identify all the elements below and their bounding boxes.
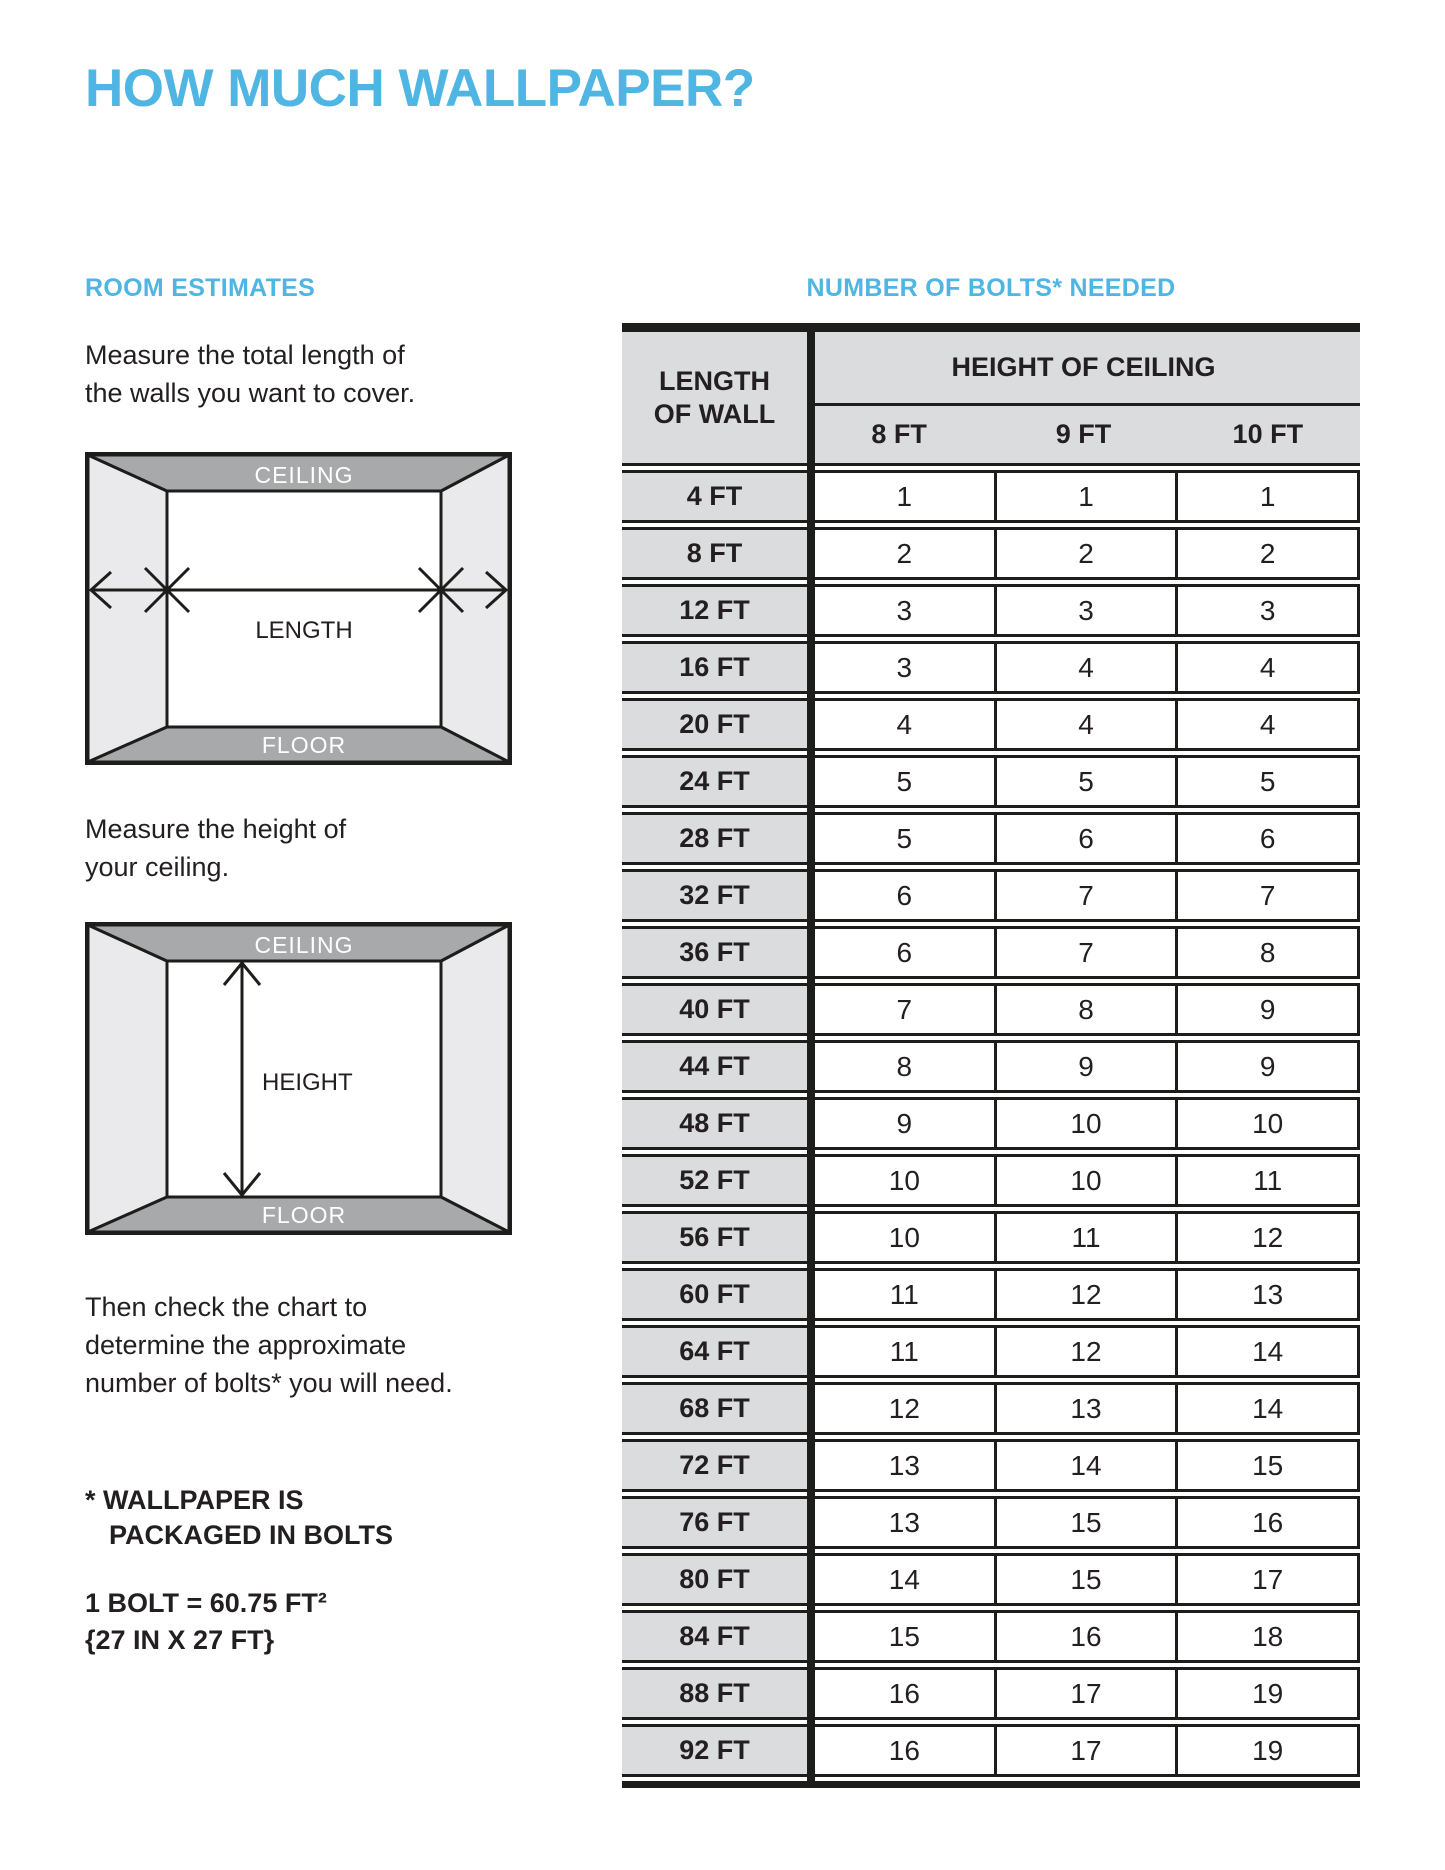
bolt-count-cell: 6 [1178,812,1360,865]
table-row [622,1496,1360,1549]
bolt-count-cell: 17 [997,1667,1179,1720]
bolt-count-cell: 8 [1178,926,1360,979]
bolt-count-cell: 11 [997,1211,1179,1264]
bolt-count-cell: 9 [997,1040,1179,1093]
bolt-count-cell: 6 [815,926,997,979]
paragraph-line: Measure the height of [85,814,347,844]
wall-length-cell: 76 FT [622,1496,807,1549]
wall-length-cell: 28 FT [622,812,807,865]
table-bottom-rule [622,1781,1360,1788]
bolt-count-cell: 5 [815,755,997,808]
table-row [622,1439,1360,1492]
wall-length-cell: 72 FT [622,1439,807,1492]
bolt-count-cell: 2 [1178,527,1360,580]
header-line: LENGTH [659,365,770,396]
bolt-count-cell: 9 [1178,1040,1360,1093]
floor-label: FLOOR [261,732,347,758]
wall-length-cell: 24 FT [622,755,807,808]
bolt-count-cell: 14 [1178,1382,1360,1435]
bolt-size-info [85,1585,327,1659]
ceiling-header-block [807,332,1360,466]
bolts-table-rows [622,470,1360,1777]
wall-length-cell: 36 FT [622,926,807,979]
wall-length-cell: 88 FT [622,1667,807,1720]
table-row [622,584,1360,637]
floor-label: FLOOR [261,1202,347,1228]
table-row [622,983,1360,1036]
paragraph-line: number of bolts* you will need. [85,1368,453,1398]
bolt-count-cell: 13 [1178,1268,1360,1321]
wall-length-cell: 12 FT [622,584,807,637]
bolt-count-cell: 19 [1178,1667,1360,1720]
bolt-count-cell: 13 [997,1382,1179,1435]
bolt-count-cell: 2 [815,527,997,580]
table-row [622,1211,1360,1264]
wall-length-cell: 48 FT [622,1097,807,1150]
table-row [622,755,1360,808]
bolt-count-cell: 16 [997,1610,1179,1663]
wall-length-cell: 68 FT [622,1382,807,1435]
table-row [622,1610,1360,1663]
bolt-count-cell: 3 [815,584,997,637]
height-arrow-label: HEIGHT [262,1069,353,1096]
bolt-count-cell: 6 [997,812,1179,865]
bolt-count-cell: 9 [815,1097,997,1150]
table-row [622,869,1360,922]
room-length-diagram [85,452,512,770]
bolt-count-cell: 5 [815,812,997,865]
bolt-dimensions: {27 IN X 27 FT} [85,1625,275,1655]
bolt-count-cell: 7 [997,926,1179,979]
table-row [622,1325,1360,1378]
bolt-count-cell: 14 [815,1553,997,1606]
wall-length-cell: 20 FT [622,698,807,751]
wall-length-cell: 64 FT [622,1325,807,1378]
bolt-count-cell: 1 [1178,470,1360,523]
bolt-count-cell: 16 [815,1724,997,1777]
bolt-count-cell: 12 [997,1325,1179,1378]
bolt-count-cell: 13 [815,1439,997,1492]
wall-length-cell: 32 FT [622,869,807,922]
table-column-divider [807,323,815,1786]
length-of-wall-header [622,332,807,466]
bolt-count-cell: 10 [997,1154,1179,1207]
table-row [622,1040,1360,1093]
bolt-count-cell: 10 [1178,1097,1360,1150]
table-header [622,332,1360,466]
footnote-line: * WALLPAPER IS [85,1485,304,1515]
bolt-count-cell: 7 [997,869,1179,922]
measure-height-paragraph [85,810,346,886]
table-row [622,1667,1360,1720]
bolt-count-cell: 11 [815,1325,997,1378]
paragraph-line: your ceiling. [85,852,230,882]
table-row [622,641,1360,694]
bolt-count-cell: 4 [997,641,1179,694]
table-row [622,1268,1360,1321]
bolt-count-cell: 7 [815,983,997,1036]
table-row [622,812,1360,865]
bolts-footnote [85,1483,393,1553]
bolts-needed-heading: NUMBER OF BOLTS* NEEDED [806,274,1176,302]
bolt-count-cell: 12 [997,1268,1179,1321]
bolt-count-cell: 16 [1178,1496,1360,1549]
page-title: HOW MUCH WALLPAPER? [85,59,755,118]
table-row [622,926,1360,979]
bolt-count-cell: 11 [1178,1154,1360,1207]
ceiling-height-column-header: 8 FT [871,419,927,449]
table-row [622,1154,1360,1207]
table-row [622,1382,1360,1435]
paragraph-line: Then check the chart to [85,1292,368,1322]
ceiling-height-columns [807,406,1360,466]
height-of-ceiling-header: HEIGHT OF CEILING [807,332,1360,406]
bolt-count-cell: 10 [815,1211,997,1264]
bolt-count-cell: 13 [815,1496,997,1549]
bolt-count-cell: 3 [815,641,997,694]
wall-length-cell: 56 FT [622,1211,807,1264]
bolt-count-cell: 5 [997,755,1179,808]
bolt-count-cell: 9 [1178,983,1360,1036]
bolt-count-cell: 5 [1178,755,1360,808]
bolt-count-cell: 4 [997,698,1179,751]
paragraph-line: the walls you want to cover. [85,378,416,408]
bolt-count-cell: 10 [815,1154,997,1207]
wall-length-cell: 8 FT [622,527,807,580]
length-arrow-label: LENGTH [255,617,353,644]
bolt-count-cell: 8 [815,1040,997,1093]
room-estimates-heading: ROOM ESTIMATES [85,274,316,302]
bolt-equation: 1 BOLT = 60.75 FT² [85,1588,327,1618]
bolt-count-cell: 15 [997,1496,1179,1549]
bolt-count-cell: 15 [1178,1439,1360,1492]
bolt-count-cell: 14 [1178,1325,1360,1378]
ceiling-label: CEILING [254,932,354,958]
table-row [622,1553,1360,1606]
bolt-count-cell: 3 [1178,584,1360,637]
wall-length-cell: 84 FT [622,1610,807,1663]
bolt-count-cell: 4 [1178,641,1360,694]
bolt-count-cell: 11 [815,1268,997,1321]
measure-length-paragraph [85,336,415,412]
bolt-count-cell: 7 [1178,869,1360,922]
bolt-count-cell: 8 [997,983,1179,1036]
table-top-rule [622,323,1360,332]
check-chart-paragraph [85,1288,453,1402]
bolt-count-cell: 17 [1178,1553,1360,1606]
bolt-count-cell: 18 [1178,1610,1360,1663]
wall-length-cell: 16 FT [622,641,807,694]
bolt-count-cell: 4 [1178,698,1360,751]
bolt-count-cell: 10 [997,1097,1179,1150]
ceiling-height-column-header: 9 FT [1055,419,1112,449]
wall-length-cell: 4 FT [622,470,807,523]
table-row [622,470,1360,523]
bolt-count-cell: 1 [815,470,997,523]
bolt-count-cell: 15 [815,1610,997,1663]
bolt-count-cell: 4 [815,698,997,751]
footnote-line: PACKAGED IN BOLTS [109,1520,394,1550]
bolt-count-cell: 12 [1178,1211,1360,1264]
room-perspective-graphic [85,452,512,765]
wall-length-cell: 40 FT [622,983,807,1036]
table-row [622,698,1360,751]
bolt-count-cell: 14 [997,1439,1179,1492]
bolt-count-cell: 6 [815,869,997,922]
bolt-count-cell: 12 [815,1382,997,1435]
bolt-count-cell: 16 [815,1667,997,1720]
room-height-diagram [85,922,512,1240]
wall-length-cell: 92 FT [622,1724,807,1777]
wall-length-cell: 44 FT [622,1040,807,1093]
table-row [622,1097,1360,1150]
bolt-count-cell: 15 [997,1553,1179,1606]
bolt-count-cell: 3 [997,584,1179,637]
table-row [622,527,1360,580]
wall-length-cell: 52 FT [622,1154,807,1207]
header-line: OF WALL [653,398,776,429]
bolt-count-cell: 1 [997,470,1179,523]
room-perspective-graphic [85,922,512,1235]
bolt-count-cell: 17 [997,1724,1179,1777]
ceiling-label: CEILING [254,462,354,488]
bolts-table [622,323,1360,1788]
bolt-count-cell: 19 [1178,1724,1360,1777]
ceiling-height-column-header: 10 FT [1232,419,1304,449]
wall-length-cell: 80 FT [622,1553,807,1606]
bolt-count-cell: 2 [997,527,1179,580]
paragraph-line: determine the approximate [85,1330,407,1360]
table-row [622,1724,1360,1777]
wall-length-cell: 60 FT [622,1268,807,1321]
paragraph-line: Measure the total length of [85,340,405,370]
